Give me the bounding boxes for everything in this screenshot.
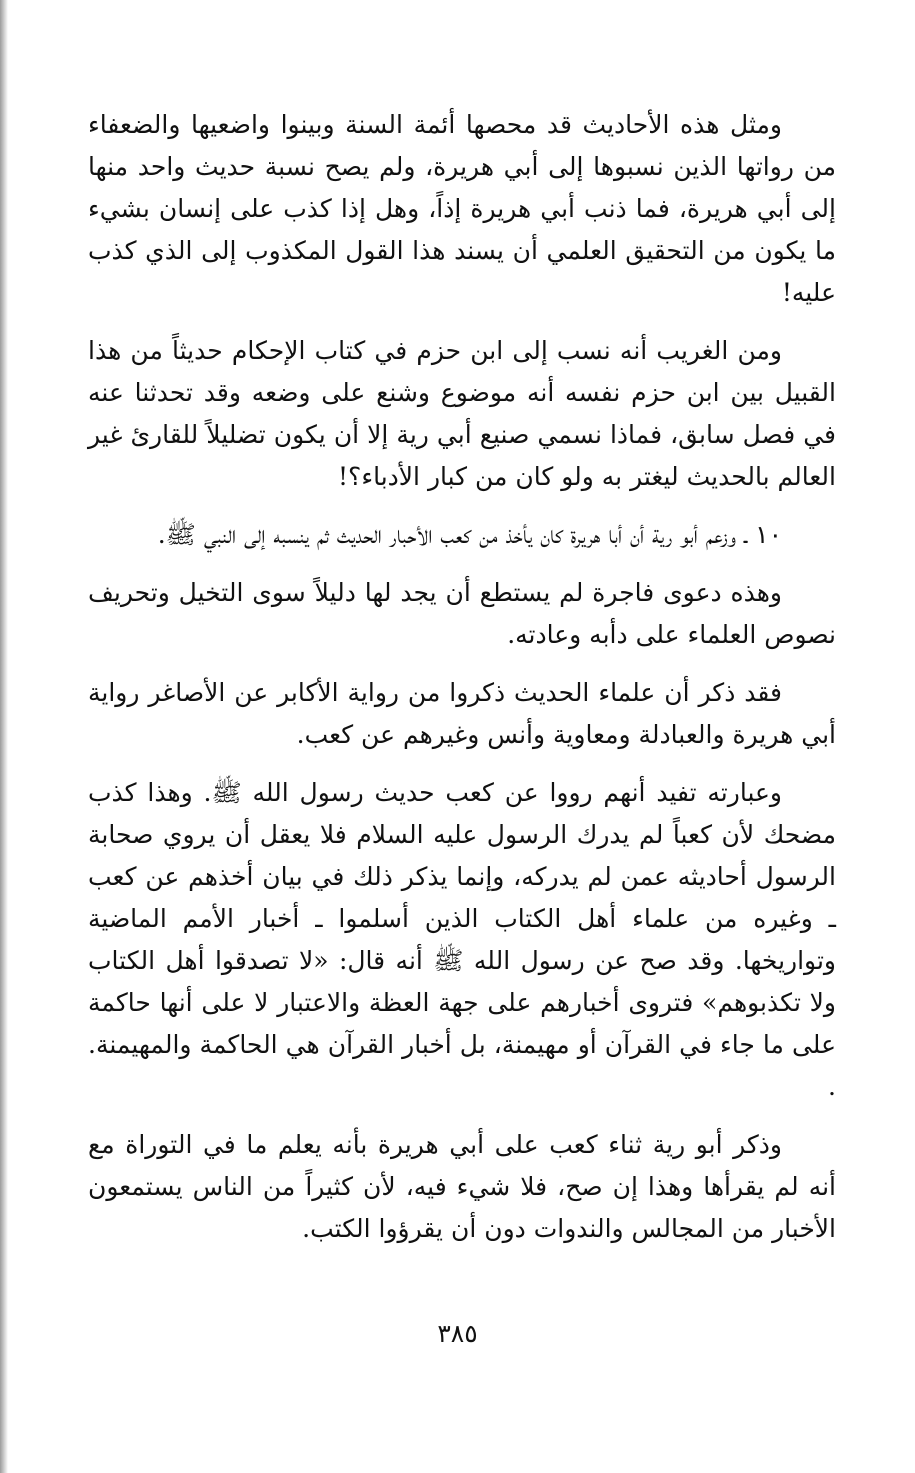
page-edge-shadow [0,0,8,1473]
paragraph-5: فقد ذكر أن علماء الحديث ذكروا من رواية الأكابر عن الأصاغر رواية أبي هريرة والعبادلة ومعاوية وأنس وغيرهم عن كعب. [88,678,836,749]
paragraph-6: وعبارته تفيد أنهم رووا عن كعب حديث رسول الله ﷺ. وهذا كذب مضحك لأن كعباً لم يدرك الرسول عليه السلام فلا يعقل أن يروي صحابة الرسول أحاديثه عمن لم يدركه، وإنما يذكر ذلك في بيان أخذهم عن كعب ـ وغيره من علماء أهل الكتاب الذين أسلموا ـ أخبار الأمم الماضية وتواريخها. وقد صح عن رسول الله ﷺ أنه قال: «لا تصدقوا أهل الكتاب ولا تكذبوهم» فتروى أخبارهم على جهة العظة والاعتبار لا على أنها حاكمة على ما جاء في القرآن أو مهيمنة، بل أخبار القرآن هي الحاكمة والمهيمنة. . [88,778,836,1101]
paragraph-7: وذكر أبو رية ثناء كعب على أبي هريرة بأنه يعلم ما في التوراة مع أنه لم يقرأها وهذا إن صح، فلا شيء فيه، لأن كثيراً من الناس يستمعون الأخبار من المجالس والندوات دون أن يقرؤوا الكتب. [88,1130,836,1243]
body-text [88,104,836,1266]
paragraph-4: وهذه دعوى فاجرة لم يستطع أن يجد لها دليلاً سوى التخيل وتحريف نصوص العلماء على دأبه وعادته. [88,578,836,649]
paragraph-1: ومثل هذه الأحاديث قد محصها أئمة السنة وبينوا واضعيها والضعفاء من رواتها الذين نسبوها إلى أبي هريرة، ولم يصح نسبة حديث واحد منها إلى أبي هريرة، فما ذنب أبي هريرة إذاً، وهل إذا كذب على إنسان بشيء ما يكون من التحقيق العلمي أن يسند هذا القول المكذوب إلى الذي كذب عليه! [88,110,836,307]
paragraph-3: ١٠ ـ وزعم أبو رية أن أبا هريرة كان يأخذ من كعب الأحبار الحديث ثم ينسبه إلى النبي ﷺ. [157,520,782,549]
page-number: ٣٨٥ [437,1319,478,1348]
paragraph-2: ومن الغريب أنه نسب إلى ابن حزم في كتاب الإحكام حديثاً من هذا القبيل بين ابن حزم نفسه أنه موضوع وشنع على وضعه وقد تحدثنا عنه في فصل سابق، فماذا نسمي صنيع أبي رية إلا أن يكون تضليلاً للقارئ غير العالم بالحديث ليغتر به ولو كان من كبار الأدباء؟! [88,336,836,491]
